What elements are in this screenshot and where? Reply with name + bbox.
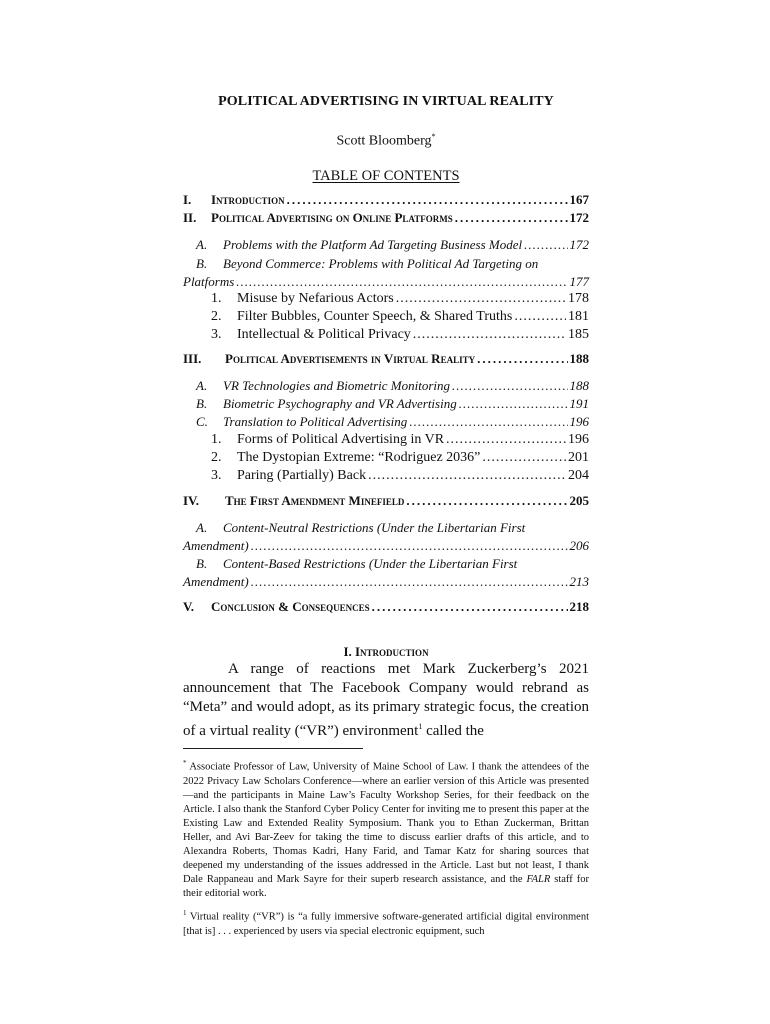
toc-item-2b2[interactable] — [183, 309, 589, 325]
toc-leader — [409, 414, 567, 430]
footnote-text: Associate Professor of Law, University of Maine School of Law. I thank the attendees of the 2022 Privacy Law Scholars Conference—where an earlier version of this Article was presented—and the participants in Maine Law’s Faculty Workshop Series, for their feedback on the Article. I also thank the Stanford Cyber Policy Center for inviting me to present this paper at the Existing Law and Extended Reality Symposium. Thank you to Ethan Zuckerman, Brittan Heller, and Avi Bar-Zeev for taking the time to discuss earlier drafts of this article, and to Alexandra Roberts, Thomas Kadri, Hany Farid, and Tamar Katz for sharing sources that deepened my understanding of the issues addressed in the Article. Last but not least, I thank Dale Rappaneau and Mark Sayre for their superb research assistance, and the — [183, 761, 589, 885]
toc-leader — [287, 192, 568, 208]
toc-item-3c3[interactable] — [183, 468, 589, 484]
toc-item-number: 3. — [211, 327, 222, 342]
toc-subsection-4a[interactable] — [183, 519, 589, 555]
toc-sub-line2 — [183, 273, 589, 291]
toc-page-number: 201 — [568, 450, 589, 465]
toc-sub-label-line2: Amendment) — [183, 574, 249, 589]
toc-leader — [413, 327, 566, 343]
toc-page-number: 205 — [569, 493, 589, 508]
toc-item-number: 1. — [211, 291, 222, 306]
toc-section-number: I. — [183, 192, 192, 207]
toc-leader — [406, 493, 567, 509]
toc-item-3c2[interactable] — [183, 450, 589, 466]
footnote-mark: 1 — [183, 909, 187, 917]
toc-page-number: 218 — [569, 599, 589, 614]
toc-sub-number: C. — [196, 414, 208, 429]
toc-page-number: 172 — [569, 210, 589, 225]
toc-section-label: Political Advertising on Online Platforms — [211, 210, 453, 225]
toc-leader — [452, 378, 568, 394]
toc-item-label: Filter Bubbles, Counter Speech, & Shared Truths — [237, 309, 513, 324]
toc-page-number: 196 — [568, 432, 589, 447]
toc-section-2[interactable] — [183, 210, 589, 226]
toc-section-5[interactable] — [183, 599, 589, 615]
toc-item-2b3[interactable] — [183, 327, 589, 343]
toc-section-label: Conclusion & Consequences — [211, 599, 370, 614]
toc-page-number: 167 — [569, 192, 589, 207]
toc-subsection-3c[interactable] — [183, 414, 589, 430]
toc-leader — [251, 573, 568, 591]
toc-section-number: V. — [183, 599, 194, 614]
toc-sub-label: Translation to Political Advertising — [223, 414, 408, 429]
toc-section-number: III. — [183, 351, 202, 366]
toc-leader — [459, 396, 568, 412]
toc-subsection-3b[interactable] — [183, 396, 589, 412]
toc-section-1[interactable] — [183, 192, 589, 208]
author-line — [183, 132, 589, 150]
toc-leader — [251, 537, 568, 555]
toc-page-number: 188 — [569, 378, 589, 393]
toc-section-label: The First Amendment Minefield — [225, 493, 405, 508]
toc-subsection-2a[interactable] — [183, 237, 589, 253]
footnote-star — [183, 756, 589, 901]
toc-sub-number: A. — [196, 378, 208, 393]
toc-sub-label: Problems with the Platform Ad Targeting Business Model — [223, 237, 523, 252]
author-name: Scott Bloomberg — [336, 133, 432, 149]
toc-leader — [482, 450, 566, 466]
footnote-text-end: staff for their editorial work. — [183, 873, 589, 899]
toc-subsection-3a[interactable] — [183, 378, 589, 394]
toc-sub-label: Biometric Psychography and VR Advertising — [223, 396, 457, 411]
toc-section-label: Political Advertisements in Virtual Reality — [225, 351, 476, 366]
toc-page-number: 177 — [569, 274, 589, 289]
author-footnote-mark[interactable]: * — [431, 132, 436, 141]
toc-page-number: 191 — [569, 396, 589, 411]
footnote-1 — [183, 906, 589, 939]
toc-sub-number: B. — [196, 396, 208, 411]
toc-sub-number: A. — [196, 237, 208, 252]
toc-leader — [446, 432, 566, 448]
toc-section-number: II. — [183, 210, 197, 225]
toc-section-4[interactable] — [183, 493, 589, 509]
toc-sub-label: VR Technologies and Biometric Monitoring — [223, 378, 450, 393]
toc-item-number: 2. — [211, 309, 222, 324]
toc-sub-label-line1: Content-Neutral Restrictions (Under the Libertarian First — [223, 520, 526, 535]
toc-page-number: 206 — [569, 538, 589, 553]
toc-page-number: 213 — [569, 574, 589, 589]
toc-item-3c1[interactable] — [183, 432, 589, 448]
toc-leader — [236, 273, 567, 291]
toc-item-2b1[interactable] — [183, 291, 589, 307]
toc-page-number: 172 — [569, 237, 589, 252]
toc-leader — [396, 291, 566, 307]
toc-item-number: 3. — [211, 468, 222, 483]
toc-sub-label-line2: Platforms — [183, 274, 235, 289]
toc-item-label: The Dystopian Extreme: “Rodriguez 2036” — [237, 450, 481, 465]
toc-sub-number: A. — [196, 520, 208, 535]
section-heading: I. Introduction — [343, 644, 429, 659]
footnote-text: Virtual reality (“VR”) is “a fully immersive software-generated artificial digital environment [that is] . . . experienced by users via special electronic equipment, such — [183, 911, 589, 937]
toc-leader — [372, 599, 568, 615]
toc-page-number: 204 — [568, 468, 589, 483]
toc-page-number: 178 — [568, 291, 589, 306]
toc-leader — [514, 309, 566, 325]
toc-sub-number: B. — [196, 256, 208, 271]
footnote-ref[interactable]: 1 — [418, 722, 423, 731]
toc-item-number: 1. — [211, 432, 222, 447]
toc-sub-label-line1: Beyond Commerce: Problems with Political Ad Targeting on — [223, 256, 539, 271]
toc-sub-label-line1: Content-Based Restrictions (Under the Libertarian First — [223, 556, 518, 571]
toc-leader — [524, 237, 567, 253]
toc-leader — [368, 468, 566, 484]
toc-heading: TABLE OF CONTENTS — [312, 168, 460, 184]
toc-sub-number: B. — [196, 556, 208, 571]
toc-page-number: 185 — [568, 327, 589, 342]
toc-section-label: Introduction — [211, 192, 285, 207]
toc-sub-label-line2: Amendment) — [183, 538, 249, 553]
toc-subsection-4b[interactable] — [183, 555, 589, 591]
paragraph-text-end: called the — [422, 723, 484, 739]
toc-item-label: Paring (Partially) Back — [237, 468, 367, 483]
toc-sub-line2 — [183, 573, 589, 591]
toc-subsection-2b[interactable] — [183, 255, 589, 291]
footnote-divider — [183, 748, 363, 749]
toc-item-label: Forms of Political Advertising in VR — [237, 432, 445, 447]
toc-item-label: Misuse by Nefarious Actors — [237, 291, 394, 306]
toc-item-label: Intellectual & Political Privacy — [237, 327, 411, 342]
body-paragraph — [183, 660, 589, 741]
toc-leader — [455, 210, 568, 226]
toc-page-number: 188 — [569, 351, 589, 366]
paragraph-text: A range of reactions met Mark Zuckerberg’s 2021 announcement that The Facebook Company would rebrand as “Meta” and would adopt, as its primary strategic focus, the creation of a virtual reality (“VR”) environment — [183, 661, 589, 739]
article-title: POLITICAL ADVERTISING IN VIRTUAL REALITY — [218, 94, 554, 109]
footnote-italic: FALR — [526, 873, 551, 885]
toc-page-number: 196 — [569, 414, 589, 429]
toc-sub-line2 — [183, 537, 589, 555]
footnote-mark: * — [183, 759, 187, 767]
toc-item-number: 2. — [211, 450, 222, 465]
toc-section-number: IV. — [183, 493, 200, 508]
toc-leader — [477, 351, 567, 367]
toc-page-number: 181 — [568, 309, 589, 324]
toc-section-3[interactable] — [183, 351, 589, 367]
